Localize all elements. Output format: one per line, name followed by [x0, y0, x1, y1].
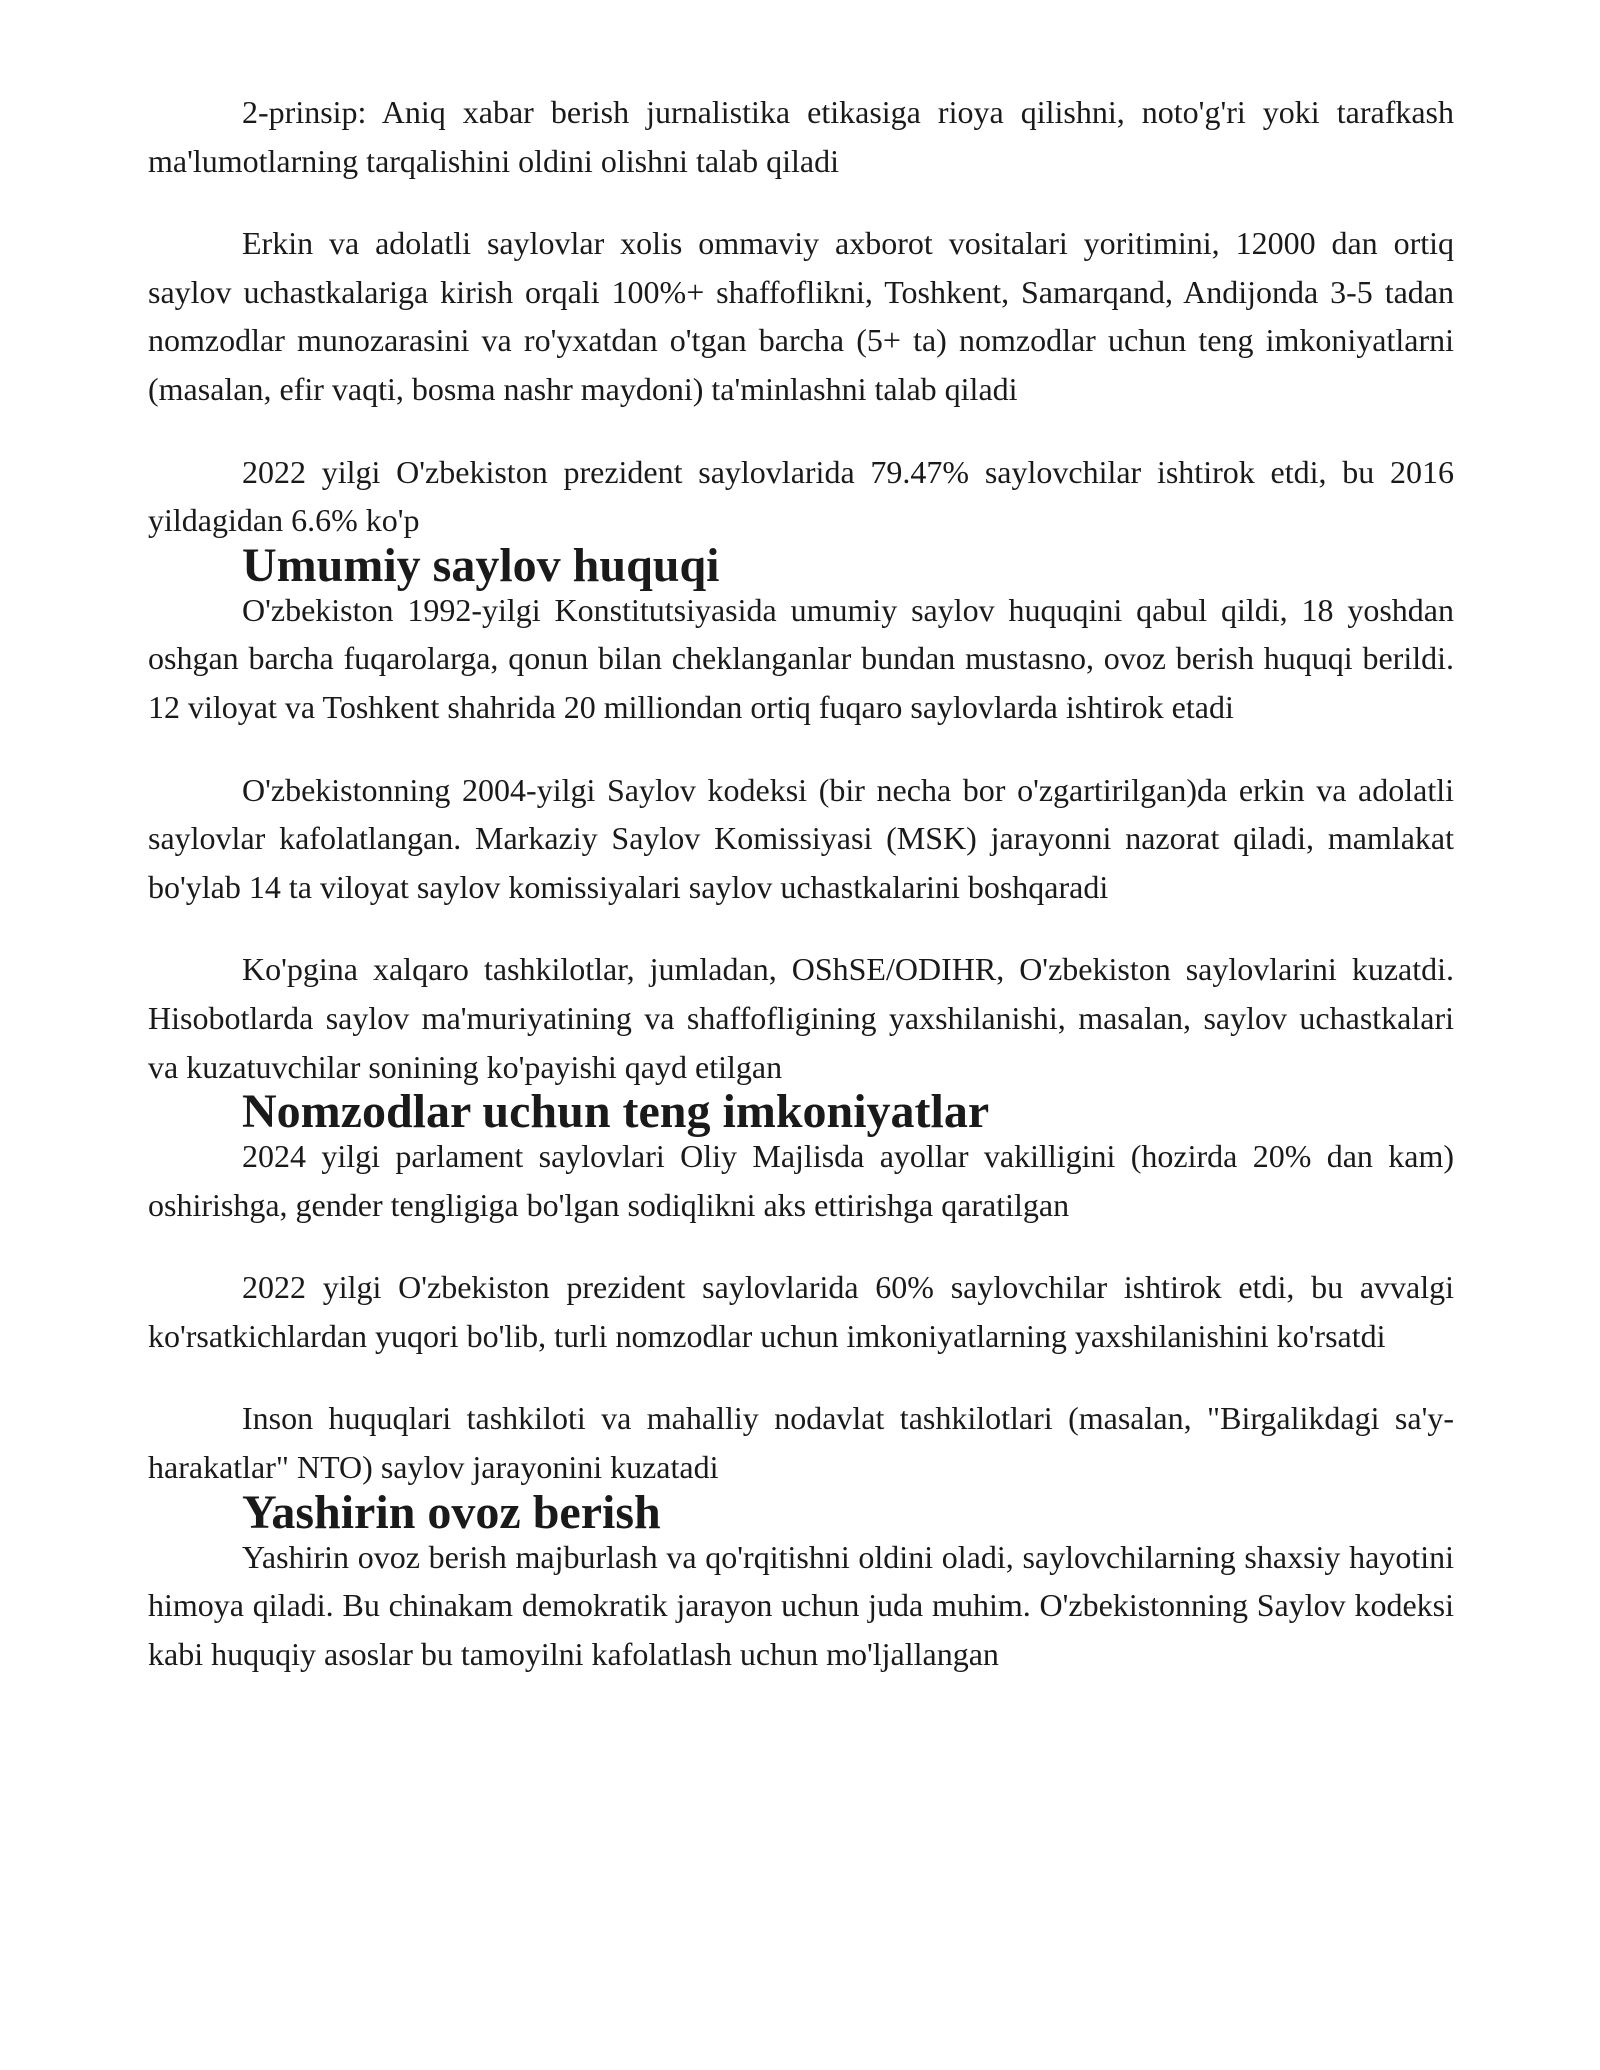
paragraph-2022-turnout-60: 2022 yilgi O'zbekiston prezident saylovlarida 60% saylovchilar ishtirok etdi, bu avvalgi ko'rsatkichlardan yuqori bo'lib, turli nomzodlar uchun imkoniyatlarning yaxshilanishini ko'rsatdi [148, 1269, 1454, 1354]
paragraph-free-fair-elections: Erkin va adolatli saylovlar xolis ommaviy axborot vositalari yoritimini, 12000 dan ortiq saylov uchastkalariga kirish orqali 100%+ shaffoflikni, Toshkent, Samarqand, Andijonda 3-5 tadan nomzodlar munozarasini va ro'yxatdan o'tgan barcha (5+ ta) nomzodlar uchun teng imkoniyatlarni (masalan, efir vaqti, bosma nashr maydoni) ta'minlashni talab qiladi [148, 225, 1454, 407]
paragraph-human-rights-observers: Inson huquqlari tashkiloti va mahalliy nodavlat tashkilotlari (masalan, "Birgalikdagi sa'y-harakatlar" NTO) saylov jarayonini kuzatadi [148, 1400, 1454, 1486]
paragraph-election-code-2004: O'zbekistonning 2004-yilgi Saylov kodeksi (bir necha bor o'zgartirilgan)da erkin va adolatli saylovlar kafolatlangan. Markaziy Saylov Komissiyasi (MSK) jarayonni nazorat qiladi, mamlakat bo'ylab 14 ta viloyat saylov komissiyalari saylov uchastkalarini boshqaradi [148, 771, 1454, 905]
heading-secret-ballot: Yashirin ovoz berish [242, 1485, 661, 1539]
paragraph-2022-turnout: 2022 yilgi O'zbekiston prezident saylovlarida 79.47% saylovchilar ishtirok etdi, bu 2016 yildagidan 6.6% ko'p [148, 453, 1454, 539]
document-page [148, 88, 1454, 1678]
paragraph-secret-ballot: Yashirin ovoz berish majburlash va qo'rqitishni oldini oladi, saylovchilarning shaxsiy hayotini himoya qiladi. Bu chinakam demokratik jarayon uchun juda muhim. O'zbekistonning Saylov kodeksi kabi huquqiy asoslar bu tamoyilni kafolatlash uchun mo'ljallangan [148, 1538, 1454, 1672]
paragraph-international-observers: Ko'pgina xalqaro tashkilotlar, jumladan, OShSE/ODIHR, O'zbekiston saylovlarini kuzatdi. Hisobotlarda saylov ma'muriyatining va shaffofligining yaxshilanishi, masalan, saylov uchastkalari va kuzatuvchilar sonining ko'payishi qayd etilgan [148, 951, 1454, 1085]
paragraph-constitution-1992: O'zbekiston 1992-yilgi Konstitutsiyasida umumiy saylov huquqini qabul qildi, 18 yoshdan oshgan barcha fuqarolarga, qonun bilan cheklanganlar bundan mustasno, ovoz berish huquqi berildi. 12 viloyat va Toshkent shahrida 20 milliondan ortiq fuqaro saylovlarda ishtirok etadi [148, 591, 1454, 725]
paragraph-principle-2: 2-prinsip: Aniq xabar berish jurnalistika etikasiga rioya qilishni, noto'g'ri yoki tarafkash ma'lumotlarning tarqalishini oldini olishni talab qiladi [148, 94, 1454, 179]
heading-equal-opportunities: Nomzodlar uchun teng imkoniyatlar [242, 1085, 990, 1139]
paragraph-2024-parliament: 2024 yilgi parlament saylovlari Oliy Majlisda ayollar vakilligini (hozirda 20% dan kam) oshirishga, gender tengligiga bo'lgan sodiqlikni aks ettirishga qaratilgan [148, 1138, 1454, 1223]
heading-universal-suffrage: Umumiy saylov huquqi [242, 538, 720, 592]
